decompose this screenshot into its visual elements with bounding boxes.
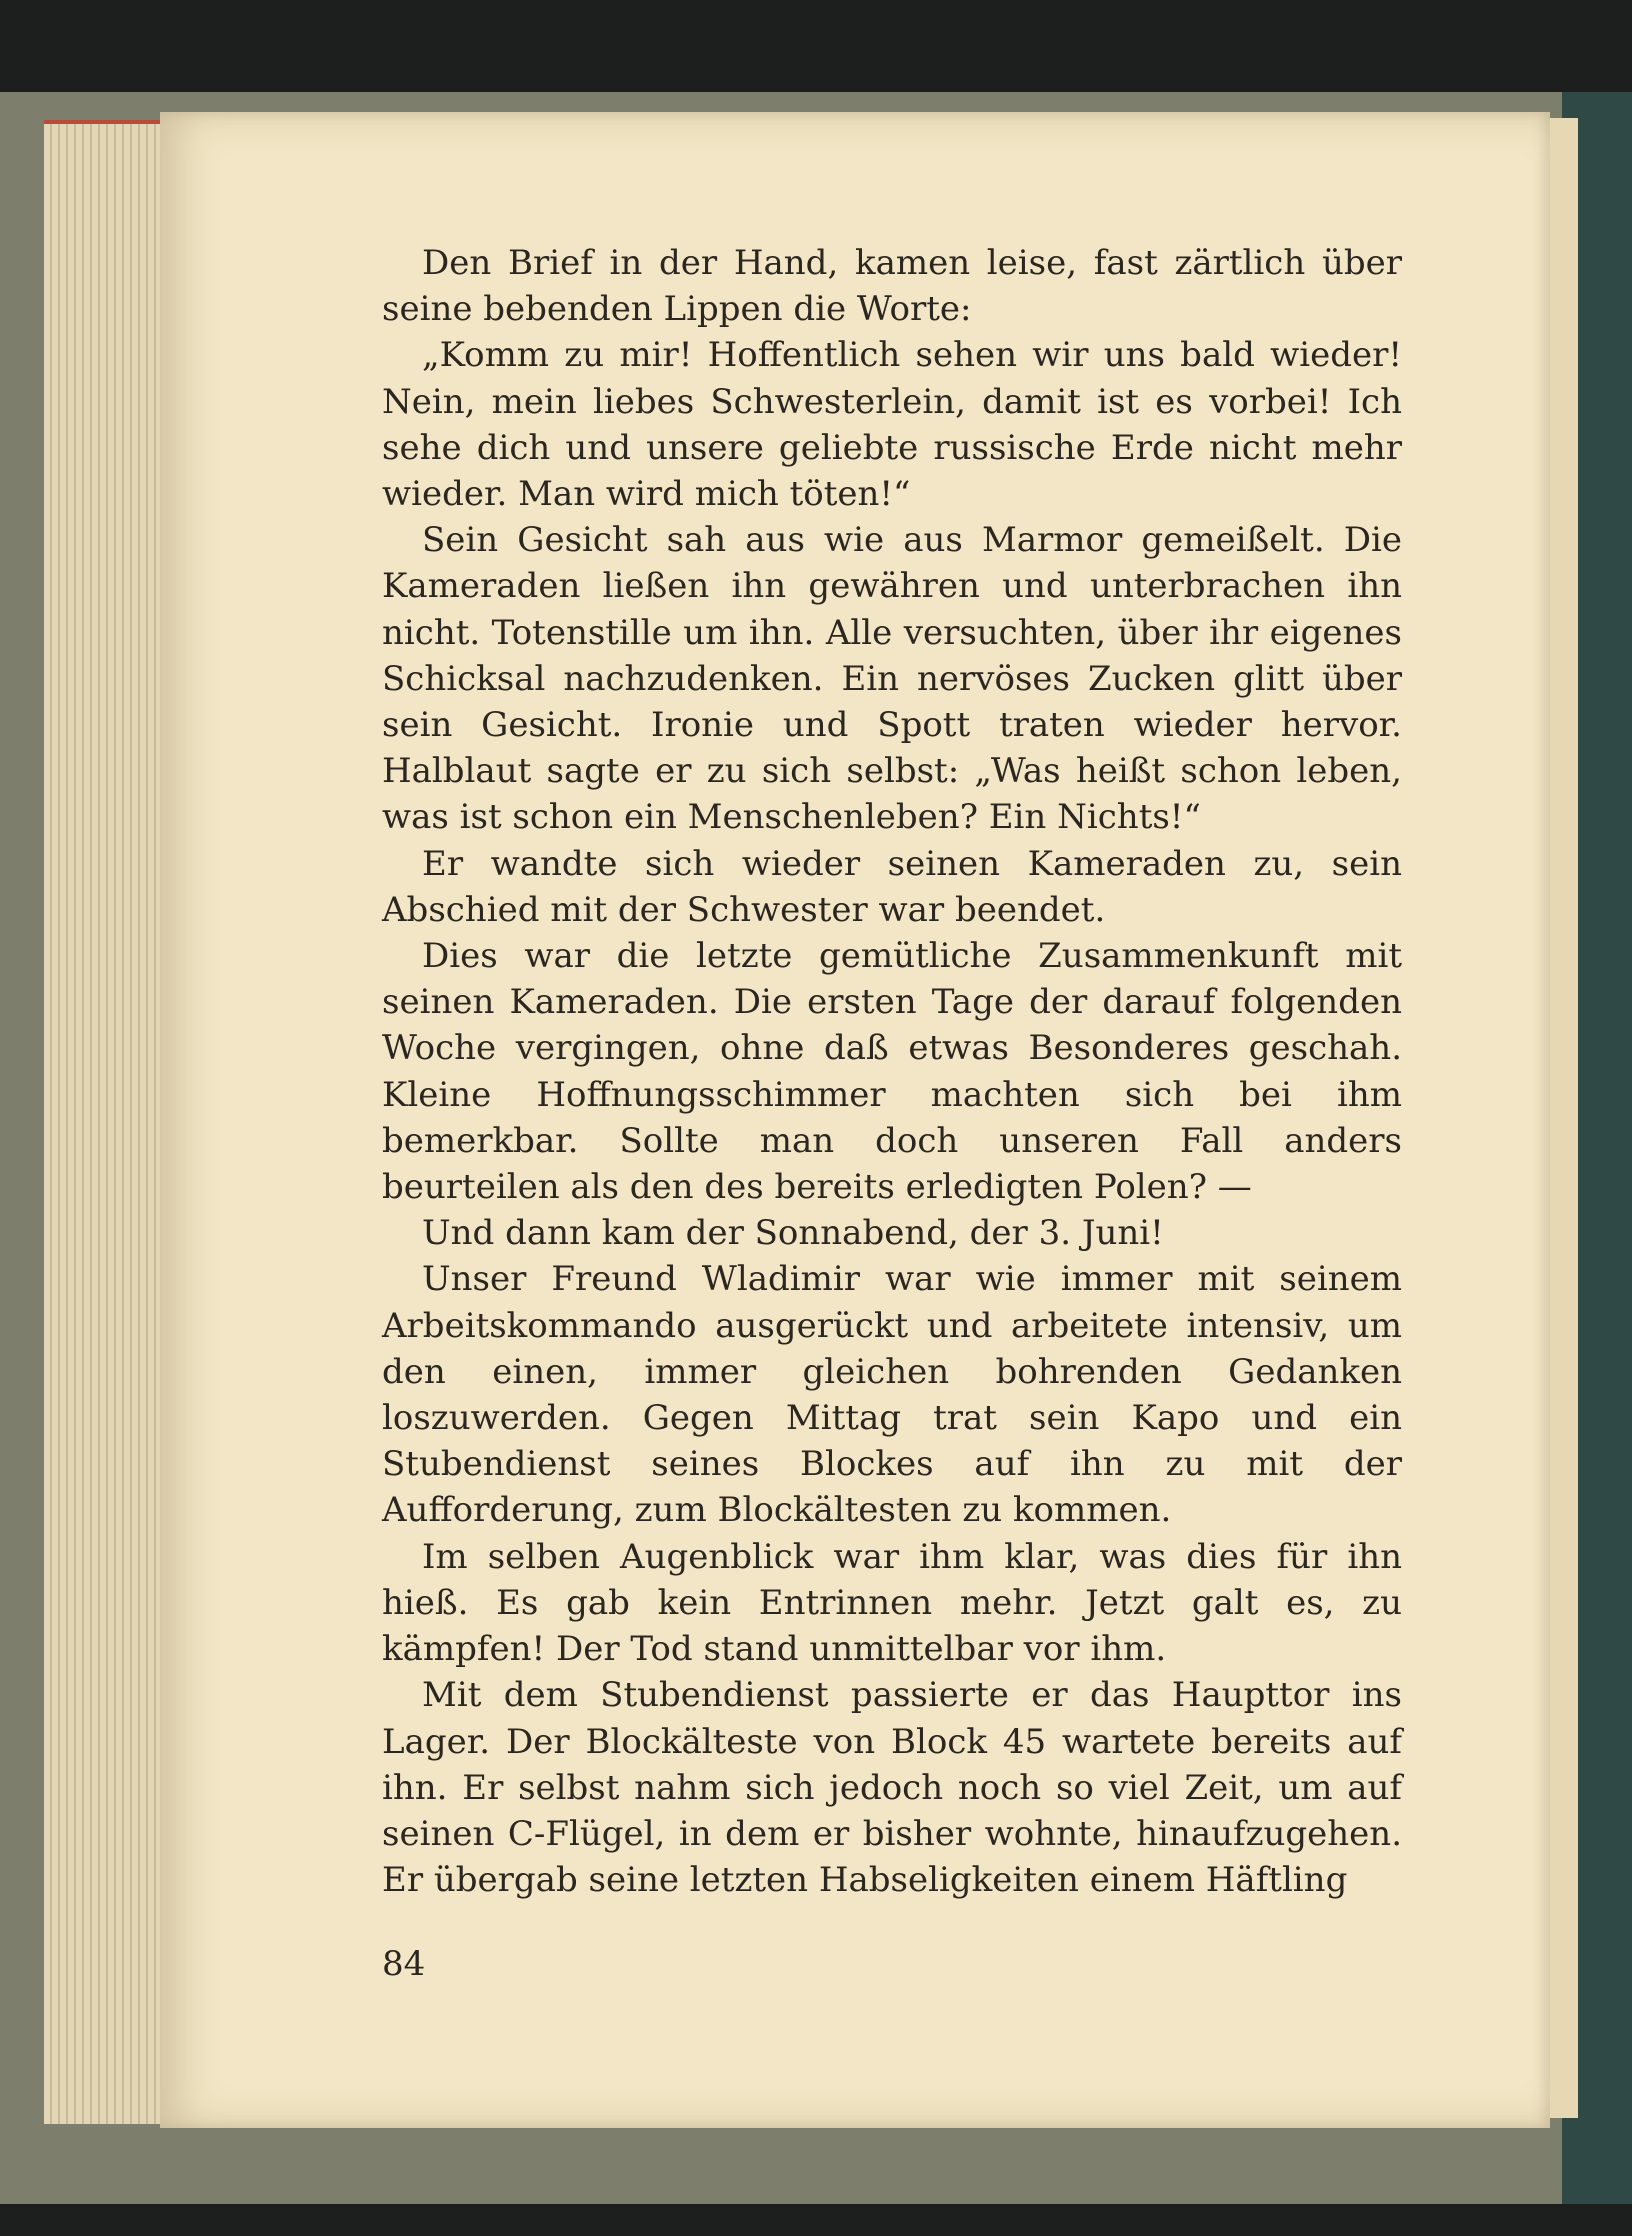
paragraph: Er wandte sich wieder seinen Kameraden zu, sein Abschied mit der Schwester war beendet.: [382, 843, 1402, 930]
paragraph: Sein Gesicht sah aus wie aus Marmor gemeißelt. Die Kameraden ließen ihn gewähren und unterbrachen ihn nicht. Totenstille um ihn. Alle versuchten, über ihr eigenes Schicksal nachzudenken. Ein nervöses Zucken glitt über sein Gesicht. Ironie und Spott traten wieder hervor. Halblaut sagte er zu sich selbst: „Was heißt schon leben, was ist schon ein Menschenleben? Ein Nichts!“: [382, 520, 1402, 838]
paragraph: Unser Freund Wladimir war wie immer mit seinem Arbeitskommando ausgerückt und arbeitete intensiv, um den einen, immer gleichen bohrenden Gedanken loszuwerden. Gegen Mittag trat sein Kapo und ein Stubendienst seines Blockes auf ihn zu mit der Aufforderung, zum Blockältesten zu kommen.: [382, 1259, 1402, 1531]
paragraph: „Komm zu mir! Hoffentlich sehen wir uns bald wieder! Nein, mein liebes Schwesterlein, damit ist es vorbei! Ich sehe dich und unsere geliebte russische Erde nicht mehr wieder. Man wird mich töten!“: [382, 335, 1402, 515]
paragraph: Im selben Augenblick war ihm klar, was dies für ihn hieß. Es gab kein Entrinnen mehr. Jetzt galt es, zu kämpfen! Der Tod stand unmittelbar vor ihm.: [382, 1536, 1402, 1670]
page-stack-left: [44, 124, 174, 2124]
paragraph: Mit dem Stubendienst passierte er das Haupttor ins Lager. Der Blockälteste von Block 45 wartete bereits auf ihn. Er selbst nahm sich jedoch noch so viel Zeit, um auf seinen C-Flügel, in dem er bisher wohnte, hinaufzugehen. Er übergab seine letzten Habseligkeiten einem Häftling: [382, 1675, 1402, 1901]
page-body-text: [382, 240, 1402, 1903]
paragraph: Dies war die letzte gemütliche Zusammenkunft mit seinen Kameraden. Die ersten Tage der darauf folgenden Woche vergingen, ohne daß etwas Besonderes geschah. Kleine Hoffnungsschimmer machten sich bei ihm bemerkbar. Sollte man doch unseren Fall anders beurteilen als den des bereits erledigten Polen? —: [382, 936, 1402, 1208]
paragraph: Den Brief in der Hand, kamen leise, fast zärtlich über seine bebenden Lippen die Worte:: [382, 243, 1402, 330]
page-number: 84: [382, 1944, 426, 1984]
paragraph: Und dann kam der Sonnabend, der 3. Juni!: [422, 1213, 1164, 1254]
